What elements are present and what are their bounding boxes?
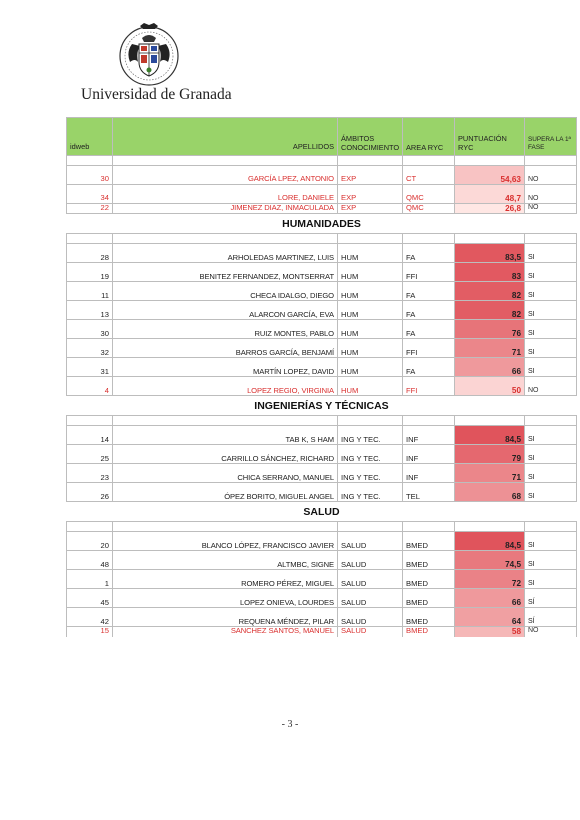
cell-apellidos: CHICA SERRANO, MANUEL [113,464,338,483]
spacer-cell [113,156,338,166]
cell-puntuacion: 58 [455,627,525,637]
cell-ambito: ING Y TEC. [338,445,403,464]
cell-area: INF [403,464,455,483]
cell-area: CT [403,166,455,185]
spacer-cell [455,234,525,244]
table-row [67,204,577,214]
cell-supera: SI [525,570,577,589]
cell-area: INF [403,426,455,445]
spacer-cell [338,234,403,244]
section-header-row [67,214,577,234]
cell-idweb: 26 [67,483,113,502]
cell-puntuacion: 82 [455,282,525,301]
cell-ambito: SALUD [338,589,403,608]
cell-idweb: 15 [67,627,113,637]
cell-apellidos: ÓPEZ BORITO, MIGUEL ANGEL [113,483,338,502]
cell-apellidos: CHECA IDALGO, DIEGO [113,282,338,301]
spacer-cell [525,234,577,244]
table-row [67,339,577,358]
cell-ambito: HUM [338,377,403,396]
table-row [67,608,577,627]
cell-area: BMED [403,532,455,551]
cell-apellidos: RUIZ MONTES, PABLO [113,320,338,339]
cell-area: FFI [403,377,455,396]
table-row [67,320,577,339]
cell-apellidos: MARTÍN LOPEZ, DAVID [113,358,338,377]
cell-supera: NO [525,377,577,396]
cell-idweb: 14 [67,426,113,445]
spacer-cell [338,416,403,426]
cell-puntuacion: 66 [455,589,525,608]
cell-idweb: 45 [67,589,113,608]
spacer-cell [455,416,525,426]
cell-ambito: SALUD [338,532,403,551]
cell-ambito: SALUD [338,551,403,570]
cell-supera: SI [525,358,577,377]
cell-area: BMED [403,551,455,570]
cell-puntuacion: 72 [455,570,525,589]
cell-ambito: ING Y TEC. [338,426,403,445]
cell-puntuacion: 83,5 [455,244,525,263]
cell-idweb: 13 [67,301,113,320]
cell-puntuacion: 79 [455,445,525,464]
spacer-row [67,156,577,166]
table-row [67,551,577,570]
cell-idweb: 23 [67,464,113,483]
cell-puntuacion: 50 [455,377,525,396]
cell-idweb: 30 [67,320,113,339]
table-row [67,301,577,320]
cell-idweb: 11 [67,282,113,301]
cell-ambito: HUM [338,282,403,301]
cell-area: FA [403,320,455,339]
cell-ambito: HUM [338,301,403,320]
cell-ambito: SALUD [338,627,403,637]
cell-apellidos: ALARCON GARCÍA, EVA [113,301,338,320]
spacer-cell [403,234,455,244]
header-idweb: idweb [67,118,113,156]
spacer-cell [113,416,338,426]
page-number: - 3 - [281,719,299,730]
cell-puntuacion: 54,63 [455,166,525,185]
spacer-cell [403,156,455,166]
spacer-cell [113,522,338,532]
section-header-row [67,502,577,522]
table-row [67,445,577,464]
table-row [67,426,577,445]
cell-area: FFI [403,339,455,358]
cell-apellidos: CARRILLO SÁNCHEZ, RICHARD [113,445,338,464]
cell-ambito: ING Y TEC. [338,464,403,483]
cell-apellidos: SANCHEZ SANTOS, MANUEL [113,627,338,637]
cell-puntuacion: 71 [455,339,525,358]
cell-puntuacion: 76 [455,320,525,339]
cell-idweb: 32 [67,339,113,358]
table-row [67,185,577,204]
cell-puntuacion: 84,5 [455,426,525,445]
cell-ambito: HUM [338,244,403,263]
cell-ambito: EXP [338,166,403,185]
cell-supera: SI [525,244,577,263]
cell-idweb: 20 [67,532,113,551]
spacer-cell [67,522,113,532]
cell-area: BMED [403,627,455,637]
cell-idweb: 19 [67,263,113,282]
cell-supera: SI [525,263,577,282]
cell-idweb: 31 [67,358,113,377]
spacer-cell [525,156,577,166]
spacer-row [67,416,577,426]
section-title: HUMANIDADES [67,214,577,234]
cell-puntuacion: 74,5 [455,551,525,570]
spacer-cell [338,522,403,532]
cell-ambito: EXP [338,204,403,214]
cell-ambito: SALUD [338,570,403,589]
header-supera: SUPERA LA 1ª FASE [525,118,577,156]
cell-apellidos: ARHOLEDAS MARTINEZ, LUIS [113,244,338,263]
cell-area: FA [403,282,455,301]
cell-supera: NO [525,166,577,185]
cell-supera: SI [525,464,577,483]
cell-apellidos: BARROS GARCÍA, BENJAMÍ [113,339,338,358]
cell-area: FA [403,358,455,377]
cell-idweb: 4 [67,377,113,396]
header-area: AREA RYC [403,118,455,156]
cell-area: TEL [403,483,455,502]
cell-area: FA [403,244,455,263]
spacer-cell [67,234,113,244]
table-row [67,377,577,396]
section-title: INGENIERÍAS Y TÉCNICAS [67,396,577,416]
cell-supera: SI [525,320,577,339]
table-row [67,166,577,185]
cell-apellidos: ALTMBC, SIGNE [113,551,338,570]
cell-puntuacion: 64 [455,608,525,627]
cell-idweb: 22 [67,204,113,214]
cell-idweb: 1 [67,570,113,589]
cell-puntuacion: 48,7 [455,185,525,204]
cell-ambito: EXP [338,185,403,204]
cell-puntuacion: 66 [455,358,525,377]
university-name: Universidad de Granada [81,86,232,103]
section-title: SALUD [67,502,577,522]
cell-apellidos: LORE, DANIELE [113,185,338,204]
spacer-cell [455,156,525,166]
cell-idweb: 34 [67,185,113,204]
table-row [67,282,577,301]
cell-area: QMC [403,204,455,214]
cell-ambito: HUM [338,339,403,358]
cell-supera: SI [525,551,577,570]
cell-supera: NO [525,204,577,214]
spacer-cell [67,156,113,166]
cell-ambito: SALUD [338,608,403,627]
cell-supera: NO [525,185,577,204]
cell-area: BMED [403,589,455,608]
table-row [67,627,577,637]
cell-puntuacion: 82 [455,301,525,320]
cell-ambito: HUM [338,358,403,377]
cell-supera: SI [525,483,577,502]
spacer-cell [113,234,338,244]
cell-supera: SÍ [525,589,577,608]
cell-supera: SI [525,301,577,320]
cell-area: QMC [403,185,455,204]
cell-supera: SI [525,445,577,464]
cell-area: FFI [403,263,455,282]
cell-apellidos: JIMENEZ DIAZ, INMACULADA [113,204,338,214]
cell-puntuacion: 84,5 [455,532,525,551]
spacer-cell [525,522,577,532]
cell-puntuacion: 83 [455,263,525,282]
cell-ambito: ING Y TEC. [338,483,403,502]
table-row [67,532,577,551]
cell-puntuacion: 26,8 [455,204,525,214]
cell-supera: SÍ [525,608,577,627]
table-row [67,464,577,483]
section-header-row [67,396,577,416]
spacer-cell [338,156,403,166]
spacer-cell [525,416,577,426]
table-row [67,358,577,377]
spacer-cell [455,522,525,532]
cell-puntuacion: 68 [455,483,525,502]
cell-idweb: 42 [67,608,113,627]
cell-ambito: HUM [338,320,403,339]
cell-apellidos: ROMERO PÉREZ, MIGUEL [113,570,338,589]
cell-ambito: HUM [338,263,403,282]
cell-supera: SI [525,282,577,301]
spacer-cell [403,522,455,532]
cell-area: BMED [403,570,455,589]
cell-puntuacion: 71 [455,464,525,483]
spacer-cell [67,416,113,426]
header-apellidos: APELLIDOS [113,118,338,156]
spacer-row [67,522,577,532]
cell-apellidos: TAB K, S HAM [113,426,338,445]
cell-apellidos: LOPEZ REGIO, VIRGINIA [113,377,338,396]
cell-supera: NO [525,627,577,637]
cell-apellidos: GARCÍA LPEZ, ANTONIO [113,166,338,185]
table-row [67,483,577,502]
cell-idweb: 25 [67,445,113,464]
cell-area: BMED [403,608,455,627]
table-header-row [67,118,577,156]
university-seal-logo [118,22,180,88]
table-body [67,156,577,637]
results-table [66,117,577,637]
table-row [67,589,577,608]
spacer-row [67,234,577,244]
cell-idweb: 30 [67,166,113,185]
cell-supera: SI [525,426,577,445]
cell-area: FA [403,301,455,320]
header-puntuacion: PUNTUACIÓN RYC [455,118,525,156]
spacer-cell [403,416,455,426]
cell-apellidos: BENITEZ FERNANDEZ, MONTSERRAT [113,263,338,282]
cell-idweb: 28 [67,244,113,263]
cell-apellidos: BLANCO LÓPEZ, FRANCISCO JAVIER [113,532,338,551]
cell-apellidos: LOPEZ ONIEVA, LOURDES [113,589,338,608]
table-row [67,263,577,282]
table-row [67,244,577,263]
cell-supera: SI [525,532,577,551]
cell-area: INF [403,445,455,464]
table-row [67,570,577,589]
cell-idweb: 48 [67,551,113,570]
cell-supera: SI [525,339,577,358]
header-ambitos: ÁMBITOS CONOCIMIENTO [338,118,403,156]
cell-apellidos: REQUENA MÉNDEZ, PILAR [113,608,338,627]
